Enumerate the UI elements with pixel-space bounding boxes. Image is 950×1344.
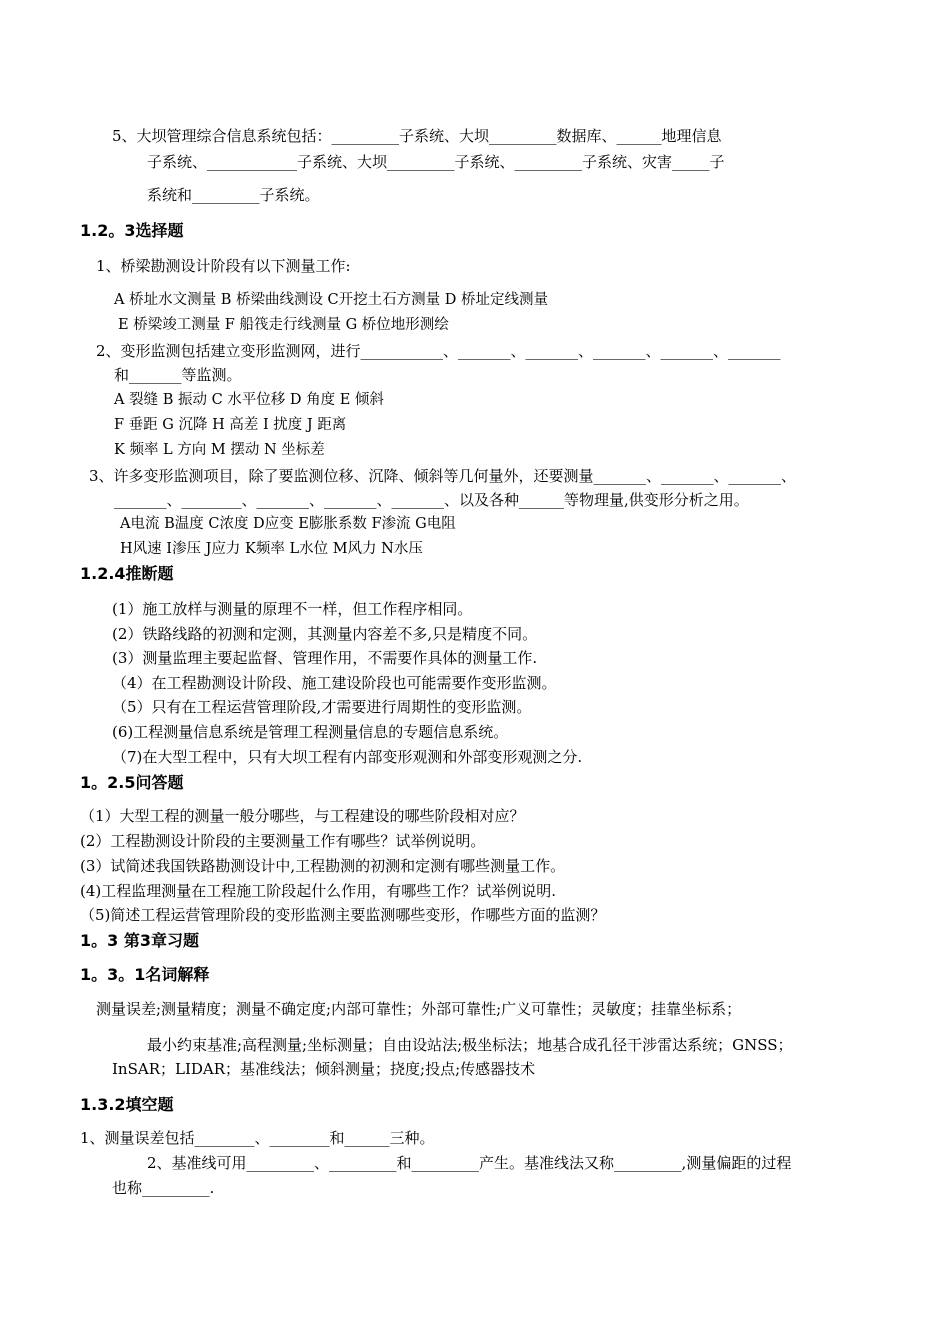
choice-q3-line2: _______、________、_______、_______、_______、以及各种______等物理量,供变形分析之用。 [114,491,749,509]
terms-line1: 测量误差;测量精度；测量不确定度;内部可靠性；外部可靠性;广义可靠性；灵敏度；挂靠坐标系； [96,1000,742,1018]
qa-item: (3）试简述我国铁路勘测设计中,工程勘测的初测和定测有哪些测量工作。 [80,857,566,875]
choice-q2-options-row1: A 裂缝 B 振动 C 水平位移 D 角度 E 倾斜 [114,392,384,408]
choice-q3-line1: 3、许多变形监测项目，除了要监测位移、沉降、倾斜等几何量外，还要测量_______、_______、_______、 [89,467,797,485]
choice-q3-options-row2: H风速 I渗压 J应力 K频率 L水位 M风力 N水压 [120,541,423,557]
qa-item: （5)简述工程运营管理阶段的变形监测主要监测哪些变形，作哪些方面的监测？ [80,906,606,924]
fill-q5-line1: 5、大坝管理综合信息系统包括：_________子系统、大坝_________数据库、______地理信息 [112,127,722,145]
judge-item: (3）测量监理主要起监督、管理作用，不需要作具体的测量工作. [112,649,538,667]
qa-item: （1）大型工程的测量一般分哪些，与工程建设的哪些阶段相对应？ [80,807,525,825]
choice-q2-line1: 2、变形监测包括建立变形监测网，进行___________、_______、_______、_______、_______、_______ [96,342,781,360]
section-heading-1-2-5: 1。2.5问答题 [80,773,184,792]
judge-item: (6)工程测量信息系统是管理工程测量信息的专题信息系统。 [112,723,509,741]
fill-q1: 1、测量误差包括________、________和______三种。 [80,1129,435,1147]
terms-line3: InSAR；LIDAR；基准线法；倾斜测量；挠度;投点;传感器技术 [112,1060,536,1078]
choice-q1: 1、桥梁勘测设计阶段有以下测量工作: [96,257,351,275]
section-heading-1-3-2: 1.3.2填空题 [80,1095,174,1114]
qa-item: (2）工程勘测设计阶段的主要测量工作有哪些？试举例说明。 [80,832,486,850]
fill-q5-line3: 系统和_________子系统。 [147,186,320,204]
chapter-heading-1-3: 1。3 第3章习题 [80,931,199,950]
fill-q2-line2: 也称_________. [112,1179,215,1197]
choice-q1-options-row1: A 桥址水文测量 B 桥梁曲线测设 C开挖土石方测量 D 桥址定线测量 [114,292,548,308]
fill-q5-line2: 子系统、____________子系统、大坝_________子系统、_________子系统、灾害_____子 [147,153,725,171]
terms-line2: 最小约束基准;高程测量;坐标测量；自由设站法;极坐标法；地基合成孔径干涉雷达系统；GNSS； [147,1036,793,1054]
qa-item: (4)工程监理测量在工程施工阶段起什么作用，有哪些工作？试举例说明. [80,882,557,900]
judge-item: （5）只有在工程运营管理阶段,才需要进行周期性的变形监测。 [112,698,532,716]
choice-q2-options-row2: F 垂距 G 沉降 H 高差 I 扰度 J 距离 [114,417,347,433]
judge-item: (2）铁路线路的初测和定测，其测量内容差不多,只是精度不同。 [112,625,538,643]
choice-q3-options-row1: A电流 B温度 C浓度 D应变 E膨胀系数 F渗流 G电阻 [120,516,456,532]
section-heading-1-2-3: 1.2。3选择题 [80,221,184,240]
judge-item: (1）施工放样与测量的原理不一样，但工作程序相同。 [112,600,473,618]
choice-q2-options-row3: K 频率 L 方向 M 摆动 N 坐标差 [114,442,325,458]
section-heading-1-3-1: 1。3。1名词解释 [80,965,210,984]
judge-item: （4）在工程勘测设计阶段、施工建设阶段也可能需要作变形监测。 [112,674,557,692]
choice-q2-line2: 和_______等监测。 [114,366,242,384]
section-heading-1-2-4: 1.2.4推断题 [80,564,174,583]
fill-q2-line1: 2、基准线可用_________、_________和_________产生。基准线法又称_________,测量偏距的过程 [147,1154,792,1172]
choice-q1-options-row2: E 桥梁竣工测量 F 船筏走行线测量 G 桥位地形测绘 [118,317,449,333]
judge-item: （7)在大型工程中，只有大坝工程有内部变形观测和外部变形观测之分. [112,748,583,766]
